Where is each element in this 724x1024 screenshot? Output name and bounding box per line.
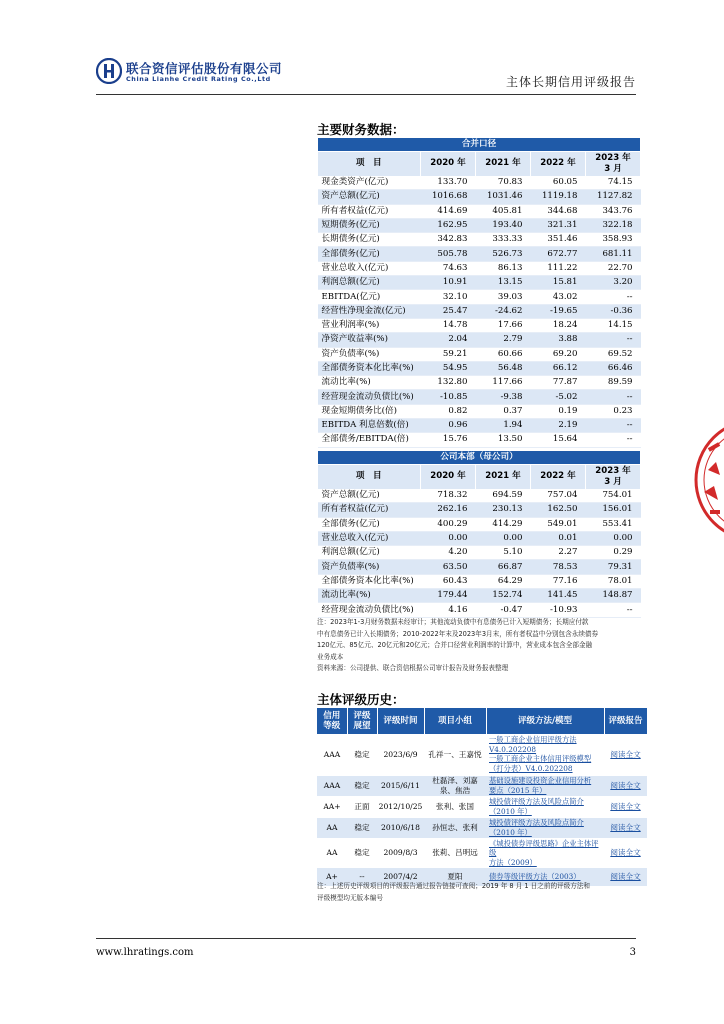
table-row bbox=[318, 603, 641, 617]
table-cell: 414.69 bbox=[421, 204, 476, 218]
table-cell: 553.41 bbox=[586, 517, 641, 531]
table-cell: 351.46 bbox=[531, 233, 586, 247]
column-header-period: 2023 年 3 月 bbox=[586, 152, 641, 176]
table-cell: 15.81 bbox=[531, 276, 586, 290]
rating-level: AA bbox=[317, 838, 347, 868]
table-cell: 718.32 bbox=[421, 489, 476, 503]
table-cell: 89.59 bbox=[586, 376, 641, 390]
project-team: 张利、张国 bbox=[424, 796, 486, 817]
table-row bbox=[318, 517, 641, 531]
table-cell: 66.46 bbox=[586, 361, 641, 375]
row-label: 现金短期债务比(倍) bbox=[318, 404, 421, 418]
project-team: 孔祥一、王嘉悦 bbox=[424, 734, 486, 775]
table-row bbox=[318, 276, 641, 290]
table-row bbox=[318, 361, 641, 375]
table-cell: -10.85 bbox=[421, 390, 476, 404]
table-cell: 0.96 bbox=[421, 419, 476, 433]
rating-methodology-link[interactable]: 债券等级评级方法（2003） bbox=[486, 868, 604, 887]
rating-date: 2012/10/25 bbox=[377, 796, 424, 817]
row-label: 资产总额(亿元) bbox=[318, 190, 421, 204]
read-report-link[interactable]: 阅读全文 bbox=[604, 796, 647, 817]
table-cell: 0.23 bbox=[586, 404, 641, 418]
row-label: 流动比率(%) bbox=[318, 376, 421, 390]
table-cell: 230.13 bbox=[476, 503, 531, 517]
table-row bbox=[318, 404, 641, 418]
table-cell: 13.50 bbox=[476, 433, 531, 447]
note-line: 注：2023年1-3月财务数据未经审计；其他流动负债中有息债务已计入短期债务；长期应付款 bbox=[317, 618, 589, 626]
table-row bbox=[318, 233, 641, 247]
rating-outlook: 稳定 bbox=[347, 838, 377, 868]
table-cell: 132.80 bbox=[421, 376, 476, 390]
rating-history-table bbox=[317, 708, 648, 887]
history-table-note bbox=[317, 881, 647, 904]
table-cell: 2.04 bbox=[421, 333, 476, 347]
table-row bbox=[318, 419, 641, 433]
table-cell: 148.87 bbox=[586, 589, 641, 603]
note-line: 评级模型均无版本编号 bbox=[317, 893, 383, 902]
rating-date: 2023/6/9 bbox=[377, 734, 424, 775]
column-header-period: 2022 年 bbox=[531, 465, 586, 489]
row-label: 营业总收入(亿元) bbox=[318, 531, 421, 545]
column-header: 评级方法/模型 bbox=[486, 708, 604, 734]
table-cell: 60.05 bbox=[531, 176, 586, 190]
read-report-link[interactable]: 阅读全文 bbox=[604, 868, 647, 887]
table-row bbox=[318, 347, 641, 361]
column-header: 评级 展望 bbox=[347, 708, 377, 734]
table-row bbox=[318, 589, 641, 603]
row-label: 经营现金流动负债比(%) bbox=[318, 390, 421, 404]
table-cell: 0.00 bbox=[586, 531, 641, 545]
table-cell: 0.29 bbox=[586, 546, 641, 560]
column-header-period: 2021 年 bbox=[476, 465, 531, 489]
table-cell: 549.01 bbox=[531, 517, 586, 531]
table-cell: 505.78 bbox=[421, 247, 476, 261]
table-cell: -0.36 bbox=[586, 304, 641, 318]
company-logo bbox=[96, 58, 336, 94]
table-cell: 179.44 bbox=[421, 589, 476, 603]
table-row bbox=[318, 261, 641, 275]
note-line: 120亿元、85亿元、20亿元和20亿元；合并口径营业利润率的计算中，营业成本包含全部金融 bbox=[317, 641, 593, 649]
table-cell: 358.93 bbox=[586, 233, 641, 247]
rating-outlook: 正面 bbox=[347, 796, 377, 817]
table-row bbox=[318, 546, 641, 560]
official-seal-stamp bbox=[694, 400, 724, 560]
read-report-link[interactable]: 阅读全文 bbox=[604, 838, 647, 868]
row-label: 资产负债率(%) bbox=[318, 347, 421, 361]
column-header-period: 2021 年 bbox=[476, 152, 531, 176]
financial-section-title: 主要财务数据： bbox=[317, 122, 405, 137]
table-cell: -0.47 bbox=[476, 603, 531, 617]
header-divider bbox=[96, 94, 636, 95]
table-cell: 78.53 bbox=[531, 560, 586, 574]
column-header: 评级时间 bbox=[377, 708, 424, 734]
project-team: 杜磊泽、刘嘉 泉、焦浩 bbox=[424, 775, 486, 796]
table-cell: 1119.18 bbox=[531, 190, 586, 204]
table-row bbox=[318, 560, 641, 574]
table-cell: 54.95 bbox=[421, 361, 476, 375]
table-row bbox=[318, 318, 641, 332]
table-row bbox=[318, 304, 641, 318]
row-label: 净资产收益率(%) bbox=[318, 333, 421, 347]
column-header-period: 2020 年 bbox=[421, 465, 476, 489]
rating-outlook: 稳定 bbox=[347, 775, 377, 796]
table-cell: 262.16 bbox=[421, 503, 476, 517]
rating-date: 2009/8/3 bbox=[377, 838, 424, 868]
row-label: 流动比率(%) bbox=[318, 589, 421, 603]
history-row bbox=[317, 817, 647, 838]
table-cell: 2.27 bbox=[531, 546, 586, 560]
column-header: 项目小组 bbox=[424, 708, 486, 734]
table-cell: 1016.68 bbox=[421, 190, 476, 204]
row-label: 资产总额(亿元) bbox=[318, 489, 421, 503]
read-report-link[interactable]: 阅读全文 bbox=[604, 817, 647, 838]
rating-level: A+ bbox=[317, 868, 347, 887]
rating-date: 2007/4/2 bbox=[377, 868, 424, 887]
table-cell: 15.64 bbox=[531, 433, 586, 447]
rating-outlook: -- bbox=[347, 868, 377, 887]
row-label: 所有者权益(亿元) bbox=[318, 503, 421, 517]
table-row bbox=[318, 531, 641, 545]
table-cell: 13.15 bbox=[476, 276, 531, 290]
rating-methodology-link[interactable]: 《城投债券评级思路》企业主体评级 方法（2009） bbox=[486, 838, 604, 868]
table-cell: 1031.46 bbox=[476, 190, 531, 204]
table-cell: 0.00 bbox=[476, 531, 531, 545]
table-cell: -- bbox=[586, 603, 641, 617]
document-title: 主体长期信用评级报告 bbox=[505, 75, 636, 89]
footer-website[interactable]: www.lhratings.com bbox=[96, 947, 194, 958]
table-cell: 14.15 bbox=[586, 318, 641, 332]
row-label: 利润总额(亿元) bbox=[318, 276, 421, 290]
table-cell: 672.77 bbox=[531, 247, 586, 261]
table-cell: -- bbox=[586, 433, 641, 447]
table-cell: 3.20 bbox=[586, 276, 641, 290]
column-header-item: 项 目 bbox=[318, 465, 421, 489]
note-line: 注：上述历史评级项目的评级报告通过报告链接可查阅；2019 年 8 月 1 日之前的评级方法和 bbox=[317, 882, 591, 890]
table-cell: 344.68 bbox=[531, 204, 586, 218]
rating-methodology-link[interactable]: 城投债评级方法及风险点简介 （2010 年） bbox=[486, 796, 604, 817]
table-cell: 694.59 bbox=[476, 489, 531, 503]
table-cell: 70.83 bbox=[476, 176, 531, 190]
table-cell: 681.11 bbox=[586, 247, 641, 261]
table-cell: 79.31 bbox=[586, 560, 641, 574]
note-line: 中有息债务已计入长期债务；2010-2022年末及2023年3月末，所有者权益中分别包含永续债券 bbox=[317, 629, 599, 638]
row-label: 长期债务(亿元) bbox=[318, 233, 421, 247]
row-label: 现金类资产(亿元) bbox=[318, 176, 421, 190]
table-cell: 342.83 bbox=[421, 233, 476, 247]
row-label: 全部债务资本化比率(%) bbox=[318, 361, 421, 375]
table-cell: 0.19 bbox=[531, 404, 586, 418]
table-row bbox=[318, 376, 641, 390]
project-team: 孙恒志、张利 bbox=[424, 817, 486, 838]
table-cell: 69.20 bbox=[531, 347, 586, 361]
table-cell: 133.70 bbox=[421, 176, 476, 190]
table-cell: 59.21 bbox=[421, 347, 476, 361]
table-cell: 56.48 bbox=[476, 361, 531, 375]
table-cell: 15.76 bbox=[421, 433, 476, 447]
table-cell: 74.63 bbox=[421, 261, 476, 275]
table-cell: 156.01 bbox=[586, 503, 641, 517]
table-cell: 526.73 bbox=[476, 247, 531, 261]
table-row bbox=[318, 190, 641, 204]
table-cell: 69.52 bbox=[586, 347, 641, 361]
row-label: 营业总收入(亿元) bbox=[318, 261, 421, 275]
table-cell: -9.38 bbox=[476, 390, 531, 404]
note-line: 业务成本 bbox=[317, 652, 344, 661]
rating-methodology-link[interactable]: 一般工商企业信用评级方法 V4.0.202208 一般工商企业主体信用评级模型 （打分表）V4.0.202208 bbox=[486, 734, 604, 775]
table-cell: 60.66 bbox=[476, 347, 531, 361]
table-cell: 0.82 bbox=[421, 404, 476, 418]
table-cell: 414.29 bbox=[476, 517, 531, 531]
rating-level: AA+ bbox=[317, 796, 347, 817]
table-cell: 74.15 bbox=[586, 176, 641, 190]
table-cell: 25.47 bbox=[421, 304, 476, 318]
parent-financial-table bbox=[317, 450, 641, 618]
table-cell: 193.40 bbox=[476, 218, 531, 232]
table-row bbox=[318, 290, 641, 304]
table-cell: 14.78 bbox=[421, 318, 476, 332]
table-cell: 63.50 bbox=[421, 560, 476, 574]
table-cell: 111.22 bbox=[531, 261, 586, 275]
table-cell: 333.33 bbox=[476, 233, 531, 247]
table-cell: 22.70 bbox=[586, 261, 641, 275]
financial-table-note bbox=[317, 617, 647, 675]
row-label: EBITDA 利息倍数(倍) bbox=[318, 419, 421, 433]
table-row bbox=[318, 503, 641, 517]
table-group-header: 公司本部（母公司） bbox=[318, 451, 641, 465]
rating-methodology-link[interactable]: 城投债评级方法及风险点简介 （2010 年） bbox=[486, 817, 604, 838]
table-cell: 18.24 bbox=[531, 318, 586, 332]
table-row bbox=[318, 433, 641, 447]
note-line: 资料来源：公司提供、联合资信根据公司审计报告及财务报表整理 bbox=[317, 664, 509, 672]
column-header-period: 2020 年 bbox=[421, 152, 476, 176]
table-row bbox=[318, 390, 641, 404]
history-row bbox=[317, 796, 647, 817]
table-cell: 77.16 bbox=[531, 574, 586, 588]
rating-methodology-link[interactable]: 基础设施建设投资企业信用分析 要点（2015 年） bbox=[486, 775, 604, 796]
project-team: 夏阳 bbox=[424, 868, 486, 887]
rating-level: AAA bbox=[317, 775, 347, 796]
table-cell: 66.87 bbox=[476, 560, 531, 574]
table-cell: -- bbox=[586, 333, 641, 347]
column-header-item: 项 目 bbox=[318, 152, 421, 176]
rating-date: 2015/6/11 bbox=[377, 775, 424, 796]
table-cell: 343.76 bbox=[586, 204, 641, 218]
table-cell: 66.12 bbox=[531, 361, 586, 375]
rating-level: AA bbox=[317, 817, 347, 838]
table-cell: 0.01 bbox=[531, 531, 586, 545]
read-report-link[interactable]: 阅读全文 bbox=[604, 775, 647, 796]
row-label: 经营性净现金流(亿元) bbox=[318, 304, 421, 318]
row-label: 经营现金流动负债比(%) bbox=[318, 603, 421, 617]
table-cell: 162.50 bbox=[531, 503, 586, 517]
table-cell: 4.16 bbox=[421, 603, 476, 617]
table-cell: 5.10 bbox=[476, 546, 531, 560]
table-cell: -19.65 bbox=[531, 304, 586, 318]
table-cell: 10.91 bbox=[421, 276, 476, 290]
row-label: 短期债务(亿元) bbox=[318, 218, 421, 232]
table-cell: 2.79 bbox=[476, 333, 531, 347]
table-cell: 757.04 bbox=[531, 489, 586, 503]
column-header: 信用 等级 bbox=[317, 708, 347, 734]
column-header-period: 2023 年 3 月 bbox=[586, 465, 641, 489]
table-cell: 1.94 bbox=[476, 419, 531, 433]
table-cell: 64.29 bbox=[476, 574, 531, 588]
table-cell: 78.01 bbox=[586, 574, 641, 588]
rating-level: AAA bbox=[317, 734, 347, 775]
row-label: 全部债务(亿元) bbox=[318, 247, 421, 261]
row-label: 全部债务资本化比率(%) bbox=[318, 574, 421, 588]
row-label: 所有者权益(亿元) bbox=[318, 204, 421, 218]
table-row bbox=[318, 574, 641, 588]
table-row bbox=[318, 218, 641, 232]
table-cell: 2.19 bbox=[531, 419, 586, 433]
rating-outlook: 稳定 bbox=[347, 734, 377, 775]
row-label: 资产负债率(%) bbox=[318, 560, 421, 574]
row-label: 利润总额(亿元) bbox=[318, 546, 421, 560]
table-cell: 43.02 bbox=[531, 290, 586, 304]
row-label: EBITDA(亿元) bbox=[318, 290, 421, 304]
row-label: 全部债务/EBITDA(倍) bbox=[318, 433, 421, 447]
table-cell: -- bbox=[586, 390, 641, 404]
table-cell: 1127.82 bbox=[586, 190, 641, 204]
table-row bbox=[318, 333, 641, 347]
table-cell: 60.43 bbox=[421, 574, 476, 588]
table-cell: 39.03 bbox=[476, 290, 531, 304]
table-cell: 322.18 bbox=[586, 218, 641, 232]
rating-outlook: 稳定 bbox=[347, 817, 377, 838]
table-row bbox=[318, 489, 641, 503]
history-row bbox=[317, 734, 647, 775]
table-cell: 162.95 bbox=[421, 218, 476, 232]
table-cell: 32.10 bbox=[421, 290, 476, 304]
table-cell: 400.29 bbox=[421, 517, 476, 531]
lianhe-logo-icon bbox=[96, 58, 122, 84]
table-cell: 0.00 bbox=[421, 531, 476, 545]
history-row bbox=[317, 775, 647, 796]
table-cell: -5.02 bbox=[531, 390, 586, 404]
table-cell: 77.87 bbox=[531, 376, 586, 390]
column-header-period: 2022 年 bbox=[531, 152, 586, 176]
table-cell: -- bbox=[586, 290, 641, 304]
table-cell: -10.93 bbox=[531, 603, 586, 617]
project-team: 张莉、吕明远 bbox=[424, 838, 486, 868]
company-name-cn: 联合资信评估股份有限公司 bbox=[126, 61, 283, 76]
consolidated-financial-table bbox=[317, 137, 641, 448]
table-cell: 405.81 bbox=[476, 204, 531, 218]
table-cell: 321.31 bbox=[531, 218, 586, 232]
table-cell: 0.37 bbox=[476, 404, 531, 418]
read-report-link[interactable]: 阅读全文 bbox=[604, 734, 647, 775]
column-header: 评级报告 bbox=[604, 708, 647, 734]
table-row bbox=[318, 247, 641, 261]
table-cell: 141.45 bbox=[531, 589, 586, 603]
history-row bbox=[317, 838, 647, 868]
rating-date: 2010/6/18 bbox=[377, 817, 424, 838]
row-label: 全部债务(亿元) bbox=[318, 517, 421, 531]
table-cell: 754.01 bbox=[586, 489, 641, 503]
table-group-header: 合并口径 bbox=[318, 138, 641, 152]
page-number: 3 bbox=[629, 947, 636, 958]
table-cell: 4.20 bbox=[421, 546, 476, 560]
table-row bbox=[318, 176, 641, 190]
table-cell: -- bbox=[586, 419, 641, 433]
history-section-title: 主体评级历史： bbox=[317, 692, 405, 707]
row-label: 营业利润率(%) bbox=[318, 318, 421, 332]
table-row bbox=[318, 204, 641, 218]
company-name-en: China Lianhe Credit Rating Co.,Ltd bbox=[126, 75, 271, 83]
table-cell: 117.66 bbox=[476, 376, 531, 390]
table-cell: 3.88 bbox=[531, 333, 586, 347]
footer-divider bbox=[96, 938, 636, 939]
table-cell: 86.13 bbox=[476, 261, 531, 275]
table-cell: 17.66 bbox=[476, 318, 531, 332]
table-cell: -24.62 bbox=[476, 304, 531, 318]
table-cell: 152.74 bbox=[476, 589, 531, 603]
